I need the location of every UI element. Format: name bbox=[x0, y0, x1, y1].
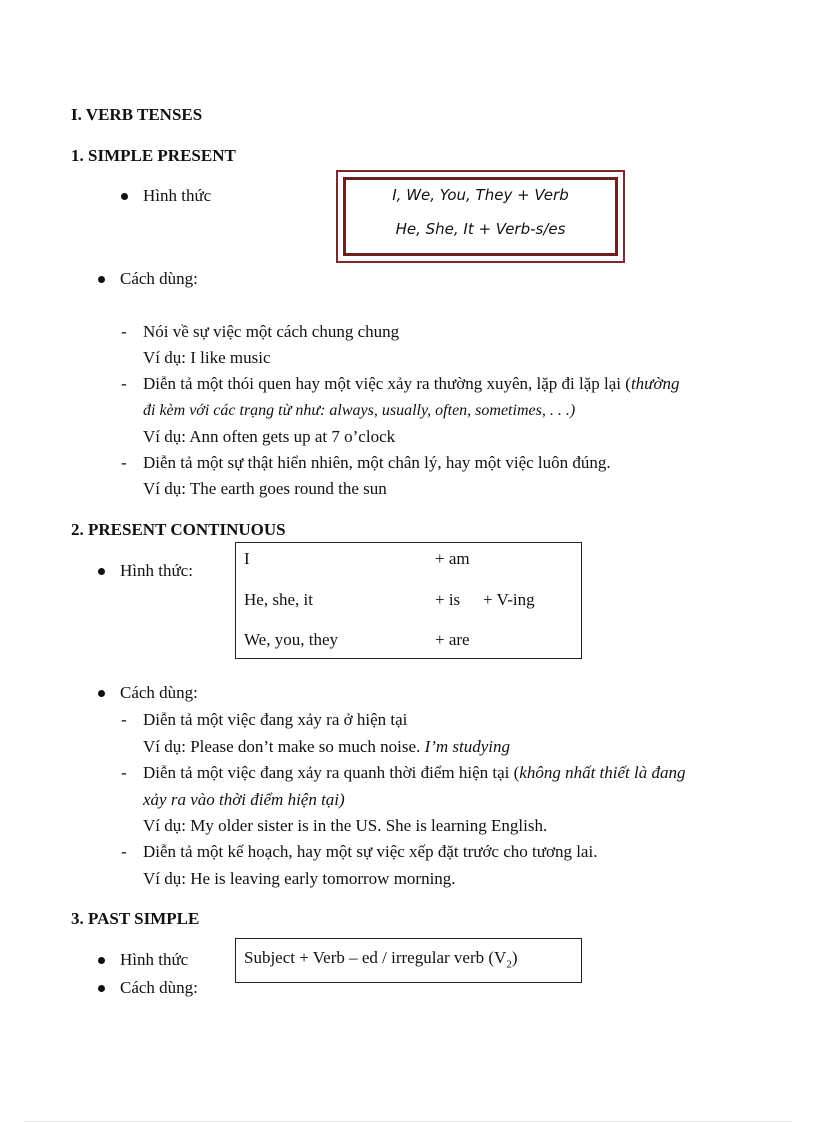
s1-formula-line-1: I, We, You, They + Verb bbox=[392, 186, 569, 204]
s1-form-label: Hình thức bbox=[143, 186, 212, 205]
bullet-icon bbox=[98, 957, 105, 964]
bullet-icon bbox=[98, 276, 105, 283]
s2-usage-item-2 bbox=[143, 763, 686, 783]
s2-usage-item-2-text: Diễn tả một việc đang xảy ra quanh thời điểm hiện tại ( bbox=[143, 763, 520, 782]
s2-usage-item-1: Diễn tả một việc đang xảy ra ở hiện tại bbox=[143, 710, 408, 729]
s2-usage-item-2-example: Ví dụ: My older sister is in the US. She is learning English. bbox=[143, 816, 548, 835]
s1-usage-item-3: Diễn tả một sự thật hiển nhiên, một chân lý, hay một việc luôn đúng. bbox=[143, 453, 611, 472]
section-2-title: 2. PRESENT CONTINUOUS bbox=[71, 520, 286, 539]
s2-table-r1-verb: + am bbox=[435, 549, 470, 568]
s2-usage-item-2-italic-a: không nhất thiết là đang bbox=[519, 763, 686, 782]
s1-usage-item-1: Nói về sự việc một cách chung chung bbox=[143, 322, 400, 341]
s1-usage-item-2 bbox=[143, 374, 680, 394]
s2-usage-item-1-example-text: Ví dụ: Please don’t make so much noise. bbox=[143, 737, 421, 756]
s2-usage-item-1-example-italic: I’m studying bbox=[424, 737, 511, 756]
dash-marker: - bbox=[121, 453, 127, 472]
s3-formula bbox=[244, 948, 517, 974]
s2-usage-label: Cách dùng: bbox=[120, 683, 198, 702]
s1-usage-item-2-example: Ví dụ: Ann often gets up at 7 o’clock bbox=[143, 427, 396, 446]
bullet-icon bbox=[98, 690, 105, 697]
s2-table-r2-verb: + is bbox=[435, 590, 461, 609]
s3-formula-text: Subject + Verb – ed / irregular verb (V bbox=[244, 948, 507, 967]
s2-table-r3-verb: + are bbox=[435, 630, 470, 649]
s2-usage-item-2-italic-b: xảy ra vào thời điểm hiện tại) bbox=[143, 790, 345, 809]
dash-marker: - bbox=[121, 842, 127, 861]
s3-form-label: Hình thức bbox=[120, 950, 189, 969]
s1-formula-line-2: He, She, It + Verb-s/es bbox=[395, 220, 566, 238]
s2-usage-item-3-example: Ví dụ: He is leaving early tomorrow morning. bbox=[143, 869, 456, 888]
bullet-icon bbox=[98, 985, 105, 992]
s2-usage-item-3: Diễn tả một kế hoạch, hay một sự việc xếp đặt trước cho tương lai. bbox=[143, 842, 598, 861]
main-heading: I. VERB TENSES bbox=[71, 105, 203, 124]
section-3-title: 3. PAST SIMPLE bbox=[71, 909, 200, 928]
s3-usage-label: Cách dùng: bbox=[120, 978, 198, 997]
s2-table-r2-subject: He, she, it bbox=[244, 590, 313, 609]
section-1-title: 1. SIMPLE PRESENT bbox=[71, 146, 236, 165]
s3-formula-end: ) bbox=[511, 948, 518, 967]
s2-form-label: Hình thức: bbox=[120, 561, 193, 580]
s2-table-r3-subject: We, you, they bbox=[244, 630, 338, 649]
s1-usage-item-2-italic-a: thường bbox=[630, 374, 680, 393]
dash-marker: - bbox=[121, 710, 127, 729]
dash-marker: - bbox=[121, 322, 127, 341]
s3-formula-subscript: 2 bbox=[506, 958, 512, 971]
s1-usage-item-3-example: Ví dụ: The earth goes round the sun bbox=[143, 479, 387, 498]
page-footer-divider bbox=[25, 1121, 791, 1122]
s2-table-r1-subject: I bbox=[244, 549, 250, 568]
s1-usage-item-2-italic-b: đi kèm với các trạng từ như: always, usually, often, sometimes, . . .) bbox=[143, 402, 576, 419]
s2-usage-item-1-example bbox=[143, 737, 510, 757]
s1-formula-box bbox=[336, 170, 625, 263]
s2-table-r2-ving: + V-ing bbox=[483, 590, 535, 609]
bullet-icon bbox=[121, 193, 128, 200]
dash-marker: - bbox=[121, 374, 127, 393]
s1-usage-item-1-example: Ví dụ: I like music bbox=[143, 348, 271, 367]
s1-usage-item-2-text: Diễn tả một thói quen hay một việc xảy ra thường xuyên, lặp đi lặp lại ( bbox=[143, 374, 631, 393]
dash-marker: - bbox=[121, 763, 127, 782]
bullet-icon bbox=[98, 568, 105, 575]
s1-usage-label: Cách dùng: bbox=[120, 269, 198, 288]
